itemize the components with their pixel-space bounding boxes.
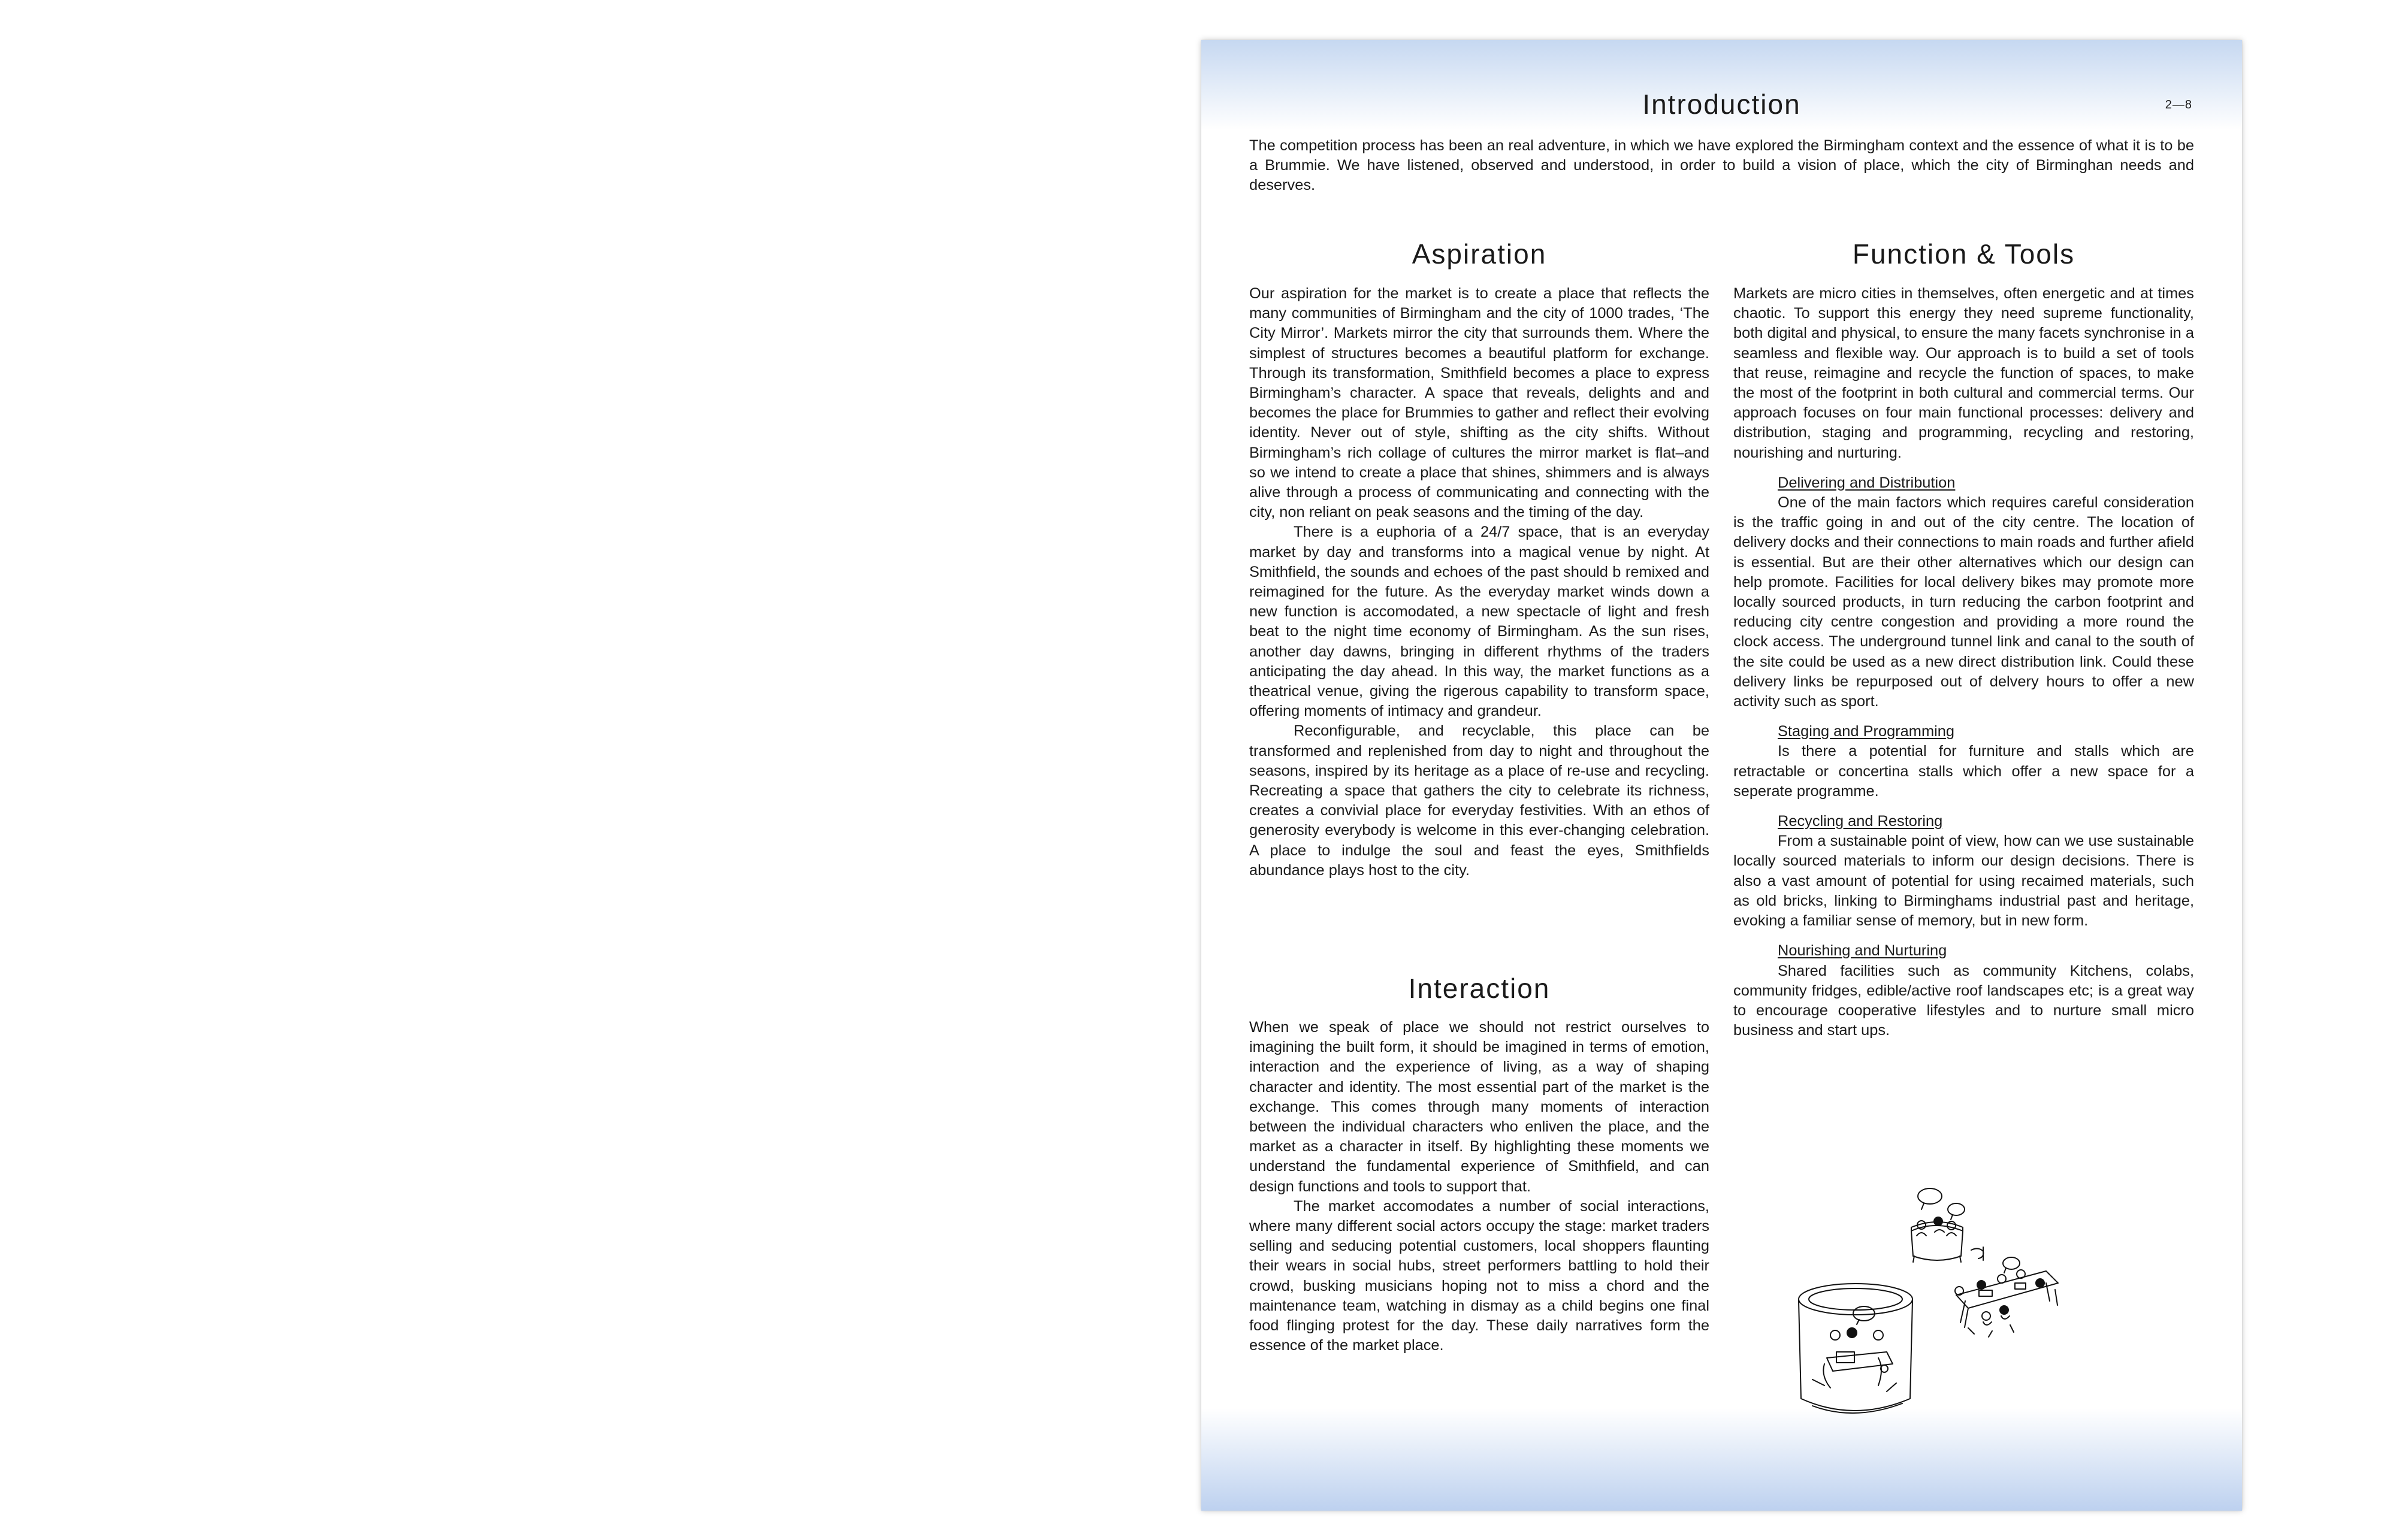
sofa-group-sketch [1911,1188,1965,1262]
subsection-text-delivering: One of the main factors which requires careful consideration is the traffic going in and out of the city centre. The location of delivery docks and their connections to main roads and further afield is essential. But are their other alternatives which our design can help promote. Facilities for local delivery bikes may promote more locally sourced products, in turn reducing the carbon footprint and reducing city centre congestion and providing a more round the clock access. The underground tunnel link and canal to the south of the site could be used as a new direct distribution link. Could these delivery links be repurposed out of delvery hours to offer a new activity such as sport. [1733,494,2194,710]
interaction-title: Interaction [1408,973,1551,1004]
introduction-title: Introduction [1642,89,1801,120]
subsection-heading-delivering: Delivering and Distribution [1778,474,1956,491]
subsection-text-recycling: From a sustainable point of view, how can we use sustainable locally sourced materials to inform our design decisions. There is also a vast amount of potential for using recaimed materials, such as old bricks, linking to Birminghams industrial past and heritage, evoking a familiar sense of memory, but in new form. [1733,833,2194,930]
subsection-heading-recycling: Recycling and Restoring [1778,813,1943,830]
interaction-paragraph: The market accomodates a number of social interactions, where many different social actors occupy the stage: market traders selling and seducing potential customers, local shoppers flaunting their wears in social hubs, street performers battling to hold their crowd, busking musicians hoping not to miss a chord and the maintenance team, watching in dismay as a child begins one final food flinging protest for the day. These daily narratives form the essence of the market place. [1249,1197,1709,1354]
introduction-text: The competition process has been an real adventure, in which we have explored the Birmingham context and the essence of what it is to be a Brummie. We have listened, observed and understood, in order to build a vision of place, which the city of Birminghan needs and deserves. [1249,137,2194,194]
aspiration-paragraph: Our aspiration for the market is to create a place that reflects the many communities of Birmingham and the city of 1000 trades, ‘The City Mirror’. Markets mirror the city that surrounds them. Where the simplest of structures becomes a beautiful platform for exchange. Through its transformation, Smithfield becomes a place to express Birmingham’s character. A space that reveals, delights and and becomes the place for Brummies to gather and reflect their evolving identity. Never out of style, shifting as the city shifts. Without Birmingham’s rich collage of cultures the mirror market is flat–and so we intend to create a place that shines, shimmers and is always alive through a process of communicating and connecting with the city, non reliant on peak seasons and the timing of the day. [1249,285,1709,521]
subsection-heading-nourishing: Nourishing and Nurturing [1778,942,1947,960]
meeting-table-sketch [1955,1247,2058,1337]
document-page [1201,40,2242,1511]
aspiration-paragraph: There is a euphoria of a 24/7 space, that is an everyday market by day and transforms into a magical venue by night. At Smithfield, the sounds and echoes of the past should b remixed and reimagined for the future. As the everyday market winds down a new function is accomodated, a new spectacle of light and fresh beat to the night time economy of Birmingham. As the sun rises, another day dawns, bringing in different rhythms of the traders anticipating the day ahead. In this way, the market functions as a theatrical venue, giving the rigerous capability to transform space, offering moments of intimacy and grandeur. [1249,524,1709,720]
aspiration-paragraph: Reconfigurable, and recyclable, this place can be transformed and replenished from day to night and throughout the seasons, inspired by its heritage as a place of re-use and recycling. Recreating a space that gathers the city to celebrate its richness, creates a convivial place for everyday festivities. With an ethos of generosity everybody is welcome in this ever-changing celebration. A place to indulge the soul and feast the eyes, Smithfields abundance plays host to the city. [1249,722,1709,879]
subsection-text-staging: Is there a potential for furniture and stalls which are retractable or concertina stalls which offer a new space for a seperate programme. [1733,743,2194,800]
aspiration-title: Aspiration [1412,238,1547,270]
function-tools-body [1733,284,2194,1040]
pod-booth-sketch [1799,1284,1912,1413]
function-tools-intro: Markets are micro cities in themselves, often energetic and at times chaotic. To support this energy they need supreme functionality, both digital and physical, to ensure the many facets synchronise in a seamless and flexible way. Our approach is to build a set of tools that reuse, reimagine and recycle the function of spaces, to make the most of the footprint in both cultural and commercial terms. Our approach focuses on four main functional processes: delivery and distribution, staging and programming, recycling and restoring, nourishing and nurturing. [1733,285,2194,461]
page-number: 2—8 [2165,98,2192,111]
function-tools-title: Function & Tools [1852,238,2075,270]
interaction-paragraph: When we speak of place we should not restrict ourselves to imagining the built form, it should be imagined in terms of emotion, interaction and the experience of living, as a way of shaping character and identity. The most essential part of the market is the exchange. This comes through many moments of interaction between the individual characters who enliven the place, and the market as a character in itself. By highlighting these moments we understand the fundamental experience of Smithfield, and can design functions and tools to support that. [1249,1019,1709,1195]
aspiration-body [1249,284,1709,881]
interaction-body [1249,1018,1709,1356]
subsection-heading-staging: Staging and Programming [1778,723,1954,740]
subsection-text-nourishing: Shared facilities such as community Kitchens, colabs, community fridges, edible/active roof landscapes etc; is a great way to encourage cooperative lifestyles and to nurture small micro business and start ups. [1733,962,2194,1039]
market-sketch-illustration [1788,1178,2064,1430]
